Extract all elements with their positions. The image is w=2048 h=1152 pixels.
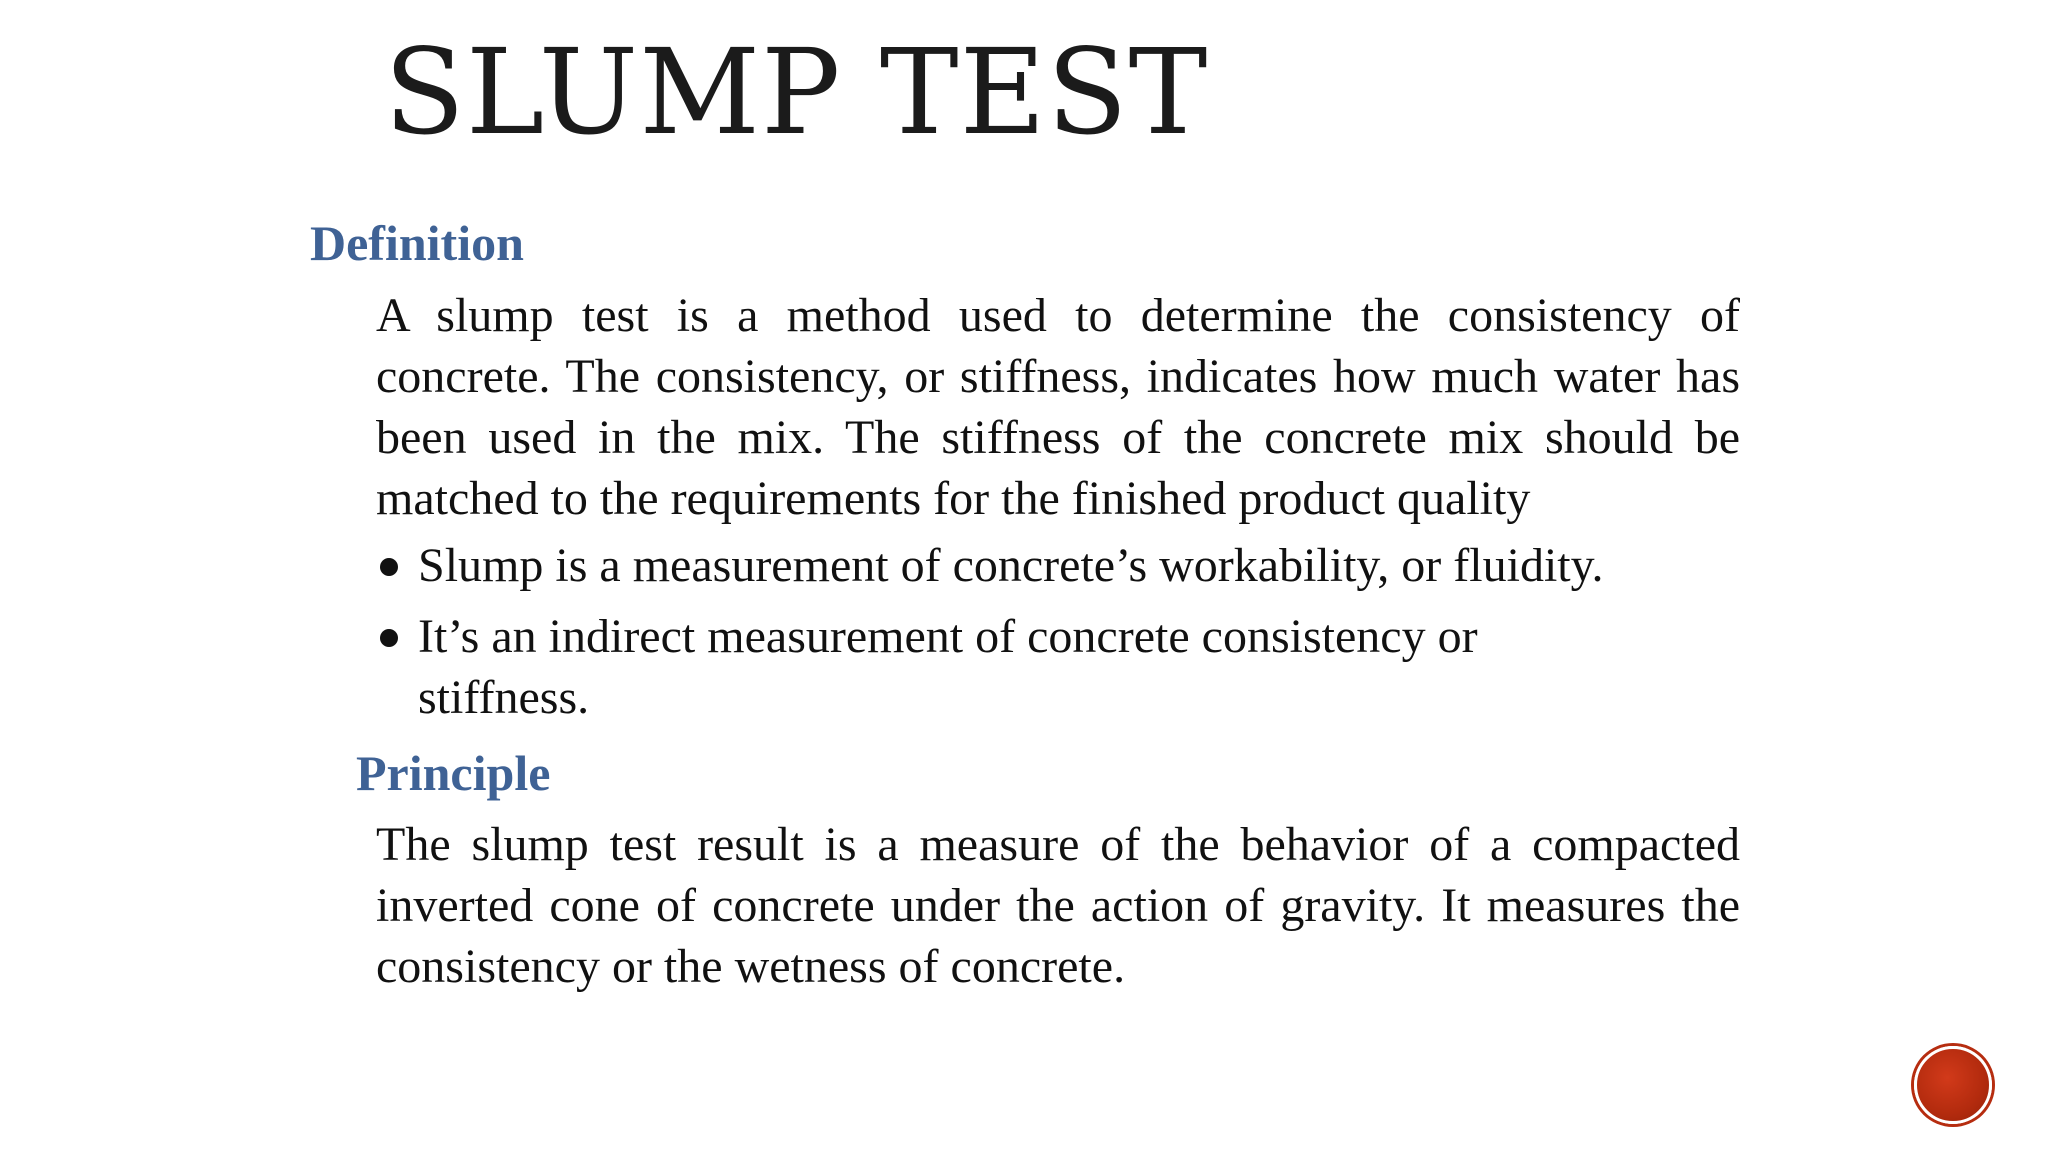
definition-bullet-list xyxy=(376,535,1676,728)
definition-heading: Definition xyxy=(310,215,524,271)
bullet-item xyxy=(376,535,1718,596)
bullet-dot-icon xyxy=(380,558,398,576)
definition-paragraph: A slump test is a method used to determine the consistency of concrete. The consistency, or stiffness, indicates how much water has been used in the mix. The stiffness of the concrete mix should be matched to the requirements for the finished product quality xyxy=(376,289,1740,525)
principle-paragraph: The slump test result is a measure of the behavior of a compacted inverted cone of concrete under the action of gravity. It measures the consistency or the wetness of concrete. xyxy=(376,818,1740,993)
red-circle-icon[interactable] xyxy=(1914,1046,1992,1124)
principle-heading: Principle xyxy=(356,745,551,801)
bullet-text: It’s an indirect measurement of concrete consistency or stiffness. xyxy=(418,610,1478,724)
bullet-dot-icon xyxy=(380,629,398,647)
slide-title: SLUMP TEST xyxy=(384,23,1209,161)
bullet-item xyxy=(376,606,1598,728)
bullet-text: Slump is a measurement of concrete’s workability, or fluidity. xyxy=(418,539,1604,592)
